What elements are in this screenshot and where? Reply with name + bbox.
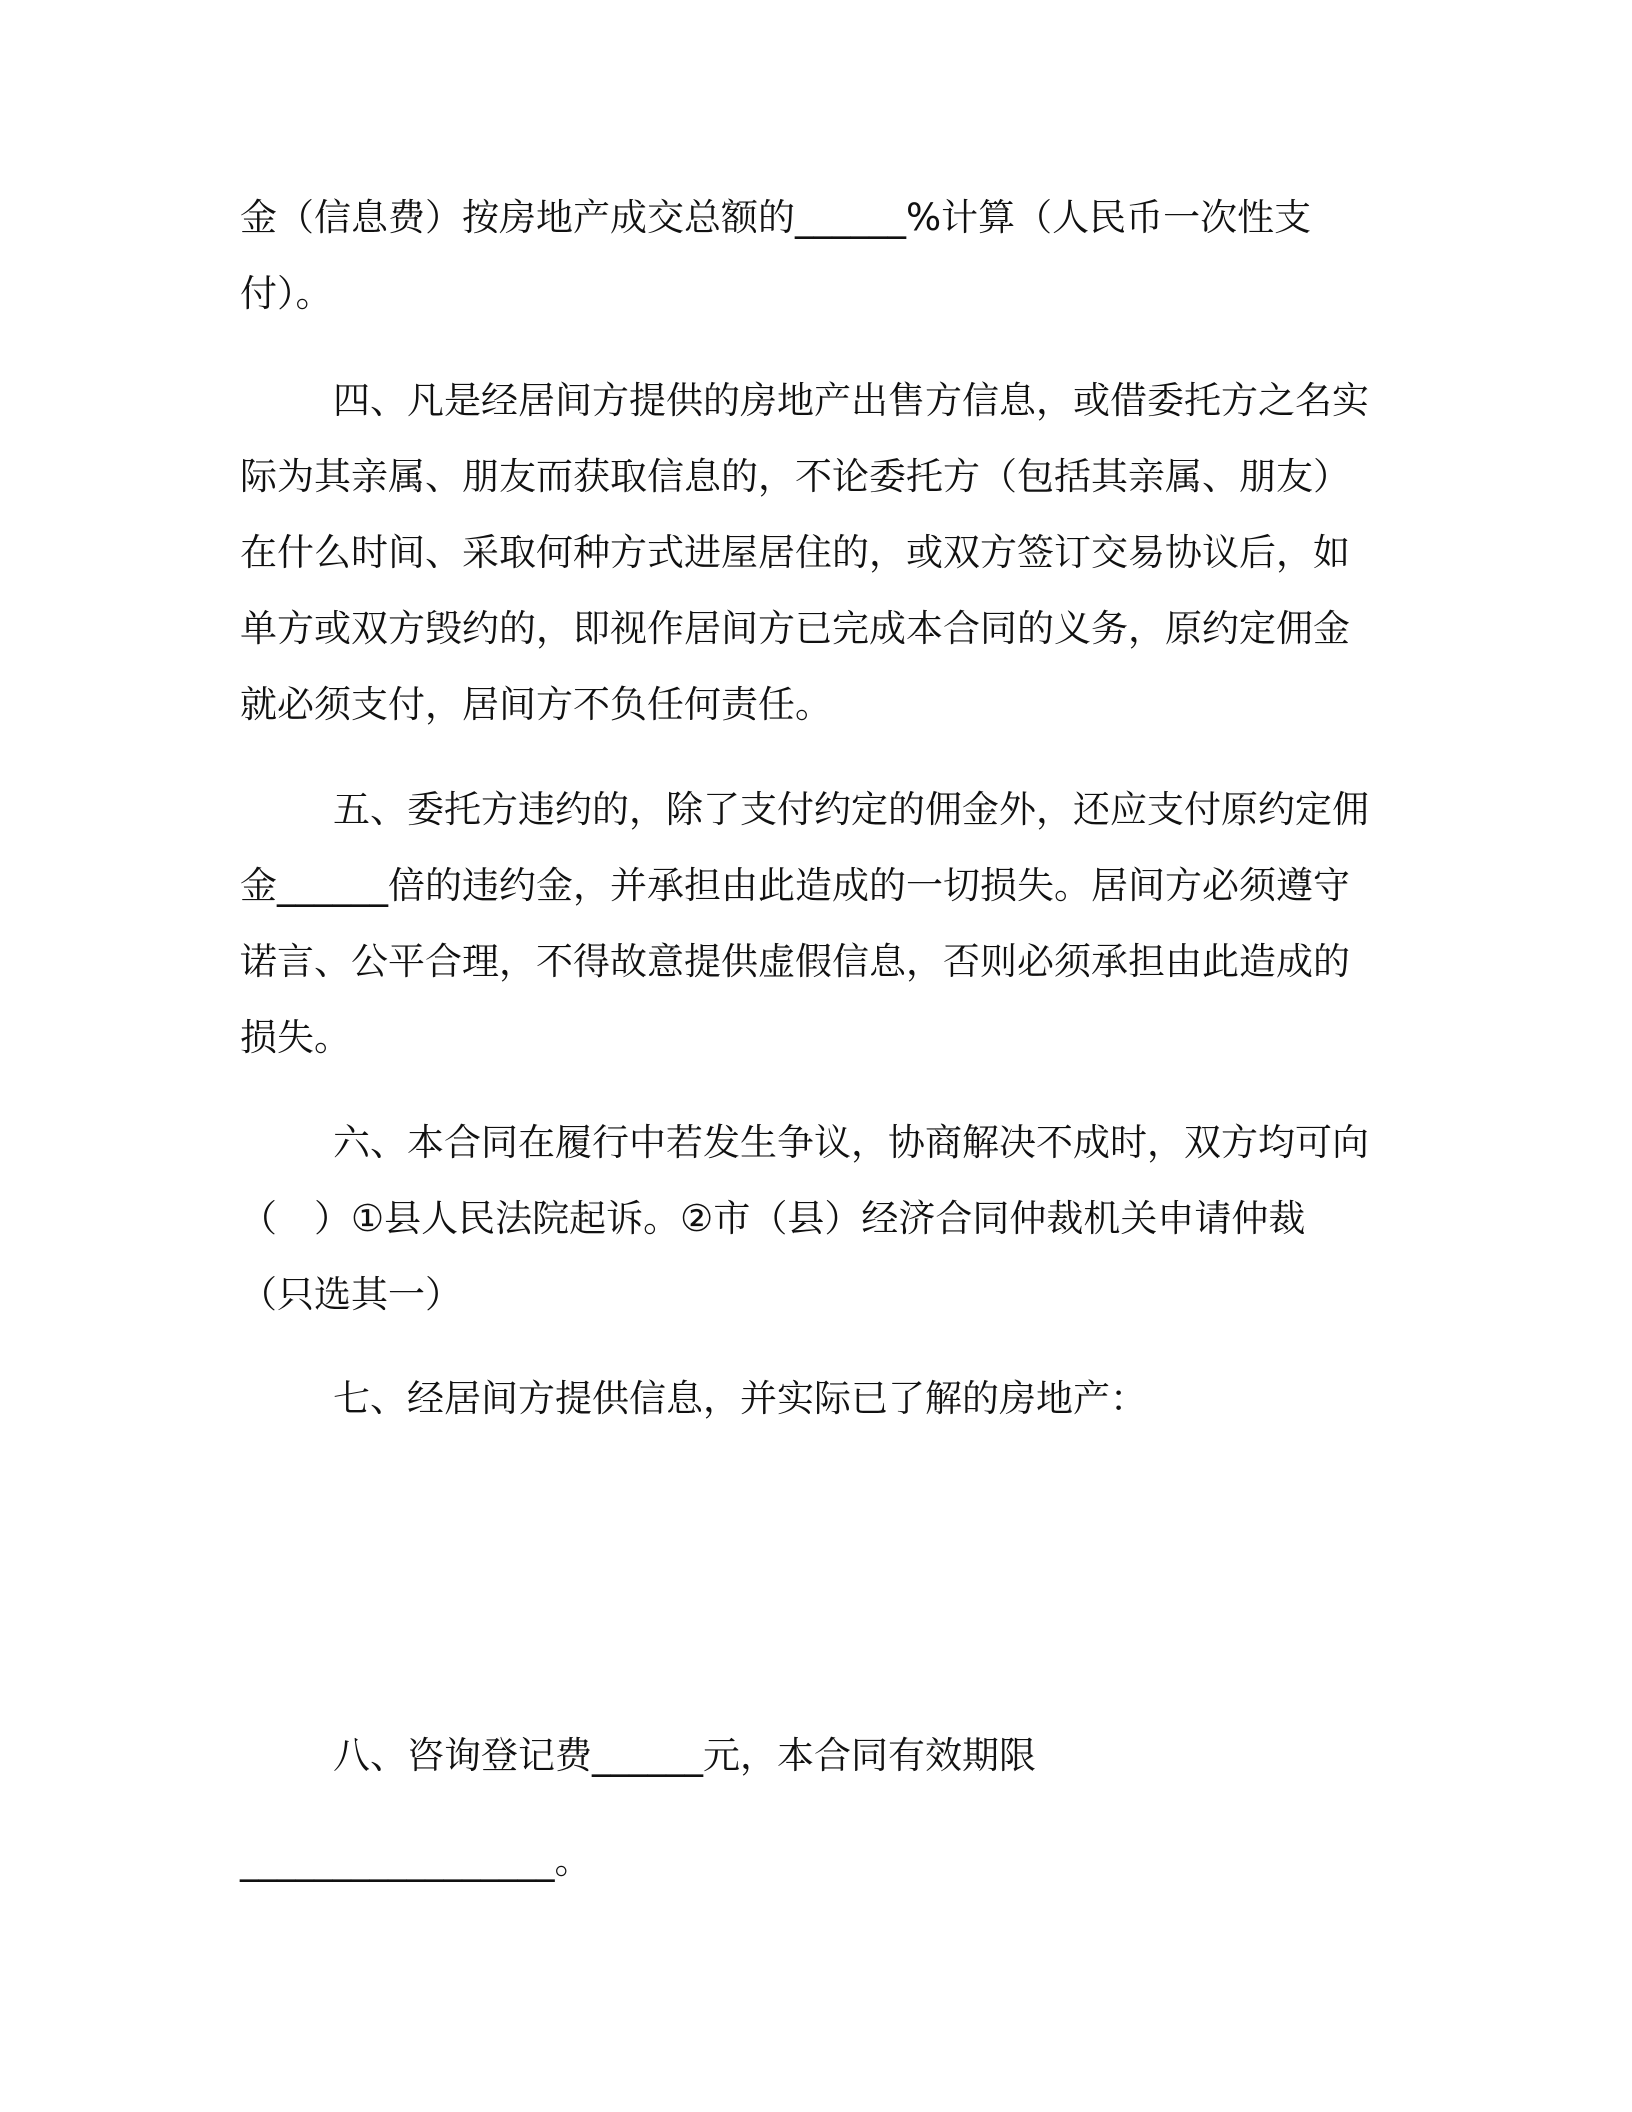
clause-5-line-4: 损失。 — [240, 1016, 351, 1059]
text-line-2: 付）。 — [240, 272, 333, 315]
clause-7-line-1: 七、经居间方提供信息，并实际已了解的房地产： — [333, 1377, 1147, 1420]
clause-8-line-2: _________________。 — [240, 1839, 592, 1882]
clause-6-line-3: （只选其一） — [240, 1273, 462, 1316]
clause-6-line-1: 六、本合同在履行中若发生争议，协商解决不成时，双方均可向 — [333, 1121, 1369, 1164]
clause-5-line-2: 金______倍的违约金，并承担由此造成的一切损失。居间方必须遵守 — [240, 864, 1350, 907]
clause-6-line-2: （ ）①县人民法院起诉。②市（县）经济合同仲裁机关申请仲裁 — [240, 1197, 1306, 1240]
text-line-1: 金（信息费）按房地产成交总额的______%计算（人民币一次性支 — [240, 196, 1312, 239]
clause-4-line-4: 单方或双方毁约的，即视作居间方已完成本合同的义务，原约定佣金 — [240, 607, 1350, 650]
clause-5-line-1: 五、委托方违约的，除了支付约定的佣金外，还应支付原约定佣 — [333, 788, 1369, 831]
clause-4-line-5: 就必须支付，居间方不负任何责任。 — [240, 683, 832, 726]
clause-4-line-2: 际为其亲属、朋友而获取信息的，不论委托方（包括其亲属、朋友） — [240, 455, 1350, 498]
clause-4-line-1: 四、凡是经居间方提供的房地产出售方信息，或借委托方之名实 — [333, 379, 1369, 422]
clause-4-line-3: 在什么时间、采取何种方式进屋居住的，或双方签订交易协议后，如 — [240, 531, 1350, 574]
clause-5-line-3: 诺言、公平合理，不得故意提供虚假信息，否则必须承担由此造成的 — [240, 940, 1350, 983]
clause-8-line-1: 八、咨询登记费______元，本合同有效期限 — [333, 1734, 1036, 1777]
